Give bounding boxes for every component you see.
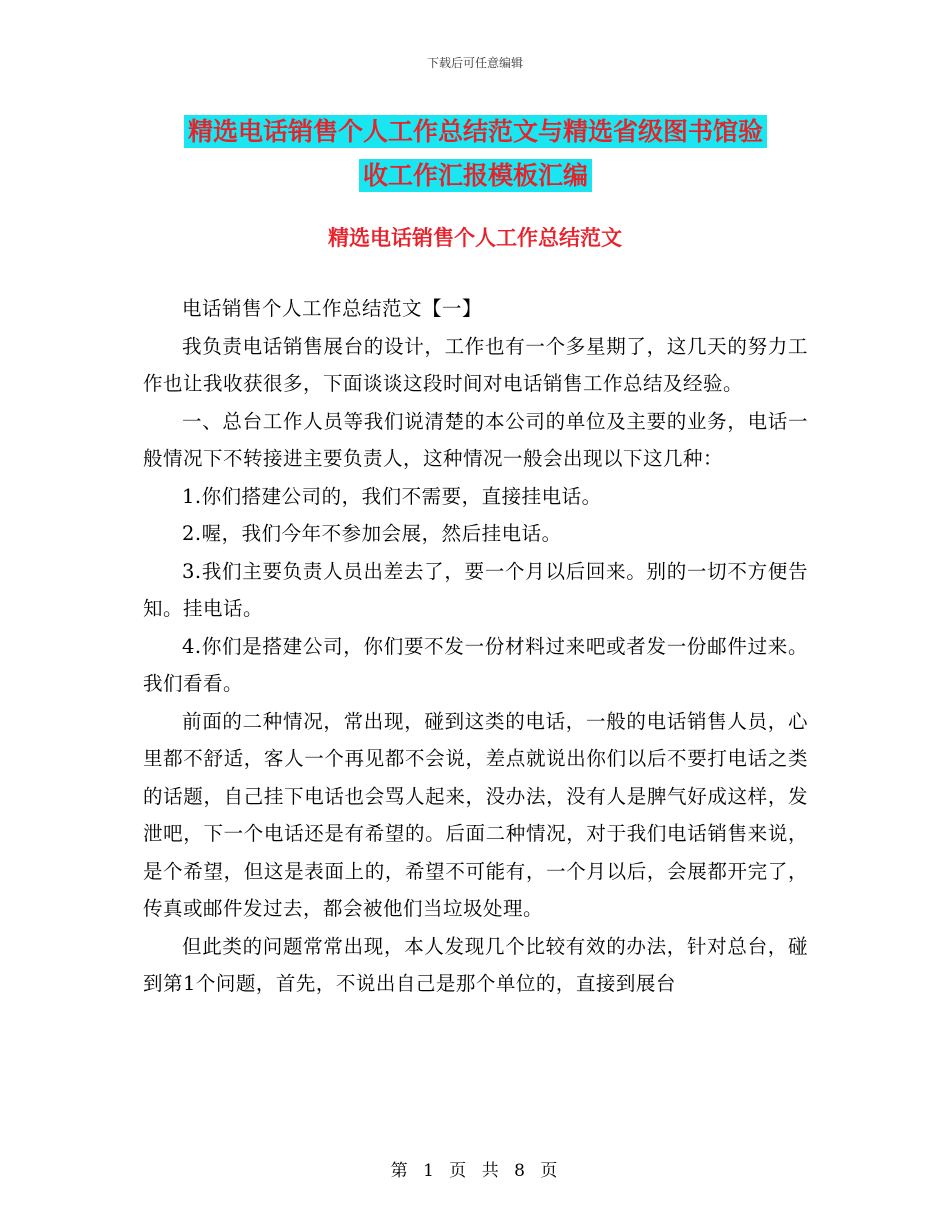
- paragraph: 3.我们主要负责人员出差去了，要一个月以后回来。别的一切不方便告知。挂电话。: [143, 559, 808, 620]
- header-note: 下载后可任意编辑: [426, 56, 523, 70]
- title-line-1: 精选电话销售个人工作总结范文与精选省级图书馆验: [184, 115, 767, 148]
- paragraph: 我负责电话销售展台的设计，工作也有一个多星期了，这几天的努力工作也让我收获很多，下面谈谈这段时间对电话销售工作总结及经验。: [143, 334, 808, 395]
- paragraph: 一、总台工作人员等我们说清楚的本公司的单位及主要的业务，电话一般情况下不转接进主要负责人，这种情况一般会出现以下这几种：: [143, 409, 808, 470]
- paragraph: 前面的二种情况，常出现，碰到这类的电话，一般的电话销售人员，心里都不舒适，客人一个再见都不会说，差点就说出你们以后不要打电话之类的话题，自己挂下电话也会骂人起来，没办法，没有人是脾气好成这样，发泄吧，下一个电话还是有希望的。后面二种情况，对于我们电话销售来说，是个希望，但这是表面上的，希望不可能有，一个月以后，会展都开完了，传真或邮件发过去，都会被他们当垃圾处理。: [143, 709, 808, 920]
- body-text: [143, 290, 808, 1003]
- page-number-footer: 第 1 页 共 8 页: [390, 1161, 560, 1181]
- paragraph: 电话销售个人工作总结范文【一】: [182, 297, 483, 320]
- paragraph: 2.喔，我们今年不参加会展，然后挂电话。: [182, 522, 562, 545]
- section-subtitle: 精选电话销售个人工作总结范文: [328, 226, 622, 250]
- title-line-2: 收工作汇报模板汇编: [359, 159, 592, 192]
- paragraph: 但此类的问题常常出现，本人发现几个比较有效的办法，针对总台，碰到第1个问题，首先，不说出自己是那个单位的，直接到展台: [143, 934, 808, 995]
- paragraph: 1.你们搭建公司的，我们不需要，直接挂电话。: [182, 484, 602, 508]
- document-title: [143, 110, 808, 198]
- paragraph: 4.你们是搭建公司，你们要不发一份材料过来吧或者发一份邮件过来。我们看看。: [143, 634, 808, 695]
